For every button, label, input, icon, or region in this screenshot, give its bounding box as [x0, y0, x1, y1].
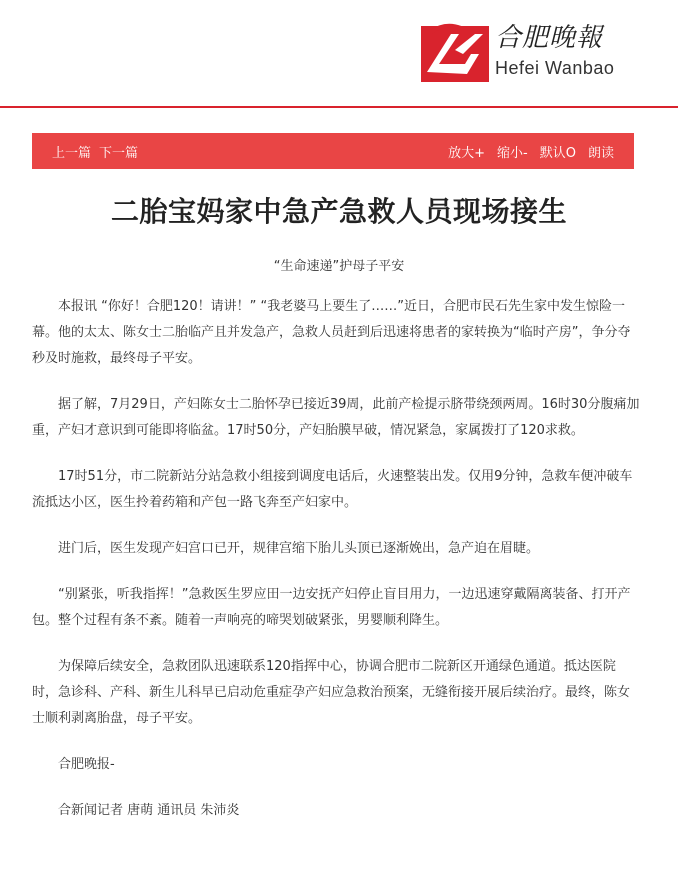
article-title: 二胎宝妈家中急产急救人员现场接生 [110, 195, 567, 228]
article-paragraph: 进门后，医生发现产妇宫口已开，规律宫缩下胎儿头顶已逐渐娩出，急产迫在眉睫。 [58, 541, 540, 556]
article-paragraph: 本报讯 “你好！合肥120！请讲！” “我老婆马上要生了……”近日，合肥市民石先生家中发生惊险一幕。他的太太、陈女士二胎临产且并发急产，急救人员赶到后迅速将患者的家转换为“临时产房”，争分夺秒及时施救，最终母子平安。 [32, 299, 631, 366]
article-subtitle: “生命速递”护母子平安 [273, 259, 405, 274]
header-divider [0, 106, 678, 108]
zoom-out-button[interactable]: 缩小- [497, 145, 528, 161]
article-paragraph: 17时51分，市二院新站分站急救小组接到调度电话后，火速整装出发。仅用9分钟，急救车便冲破车流抵达小区，医生拎着药箱和产包一路飞奔至产妇家中。 [32, 469, 633, 510]
article-paragraph: 为保障后续安全，急救团队迅速联系120指挥中心，协调合肥市二院新区开通绿色通道。抵达医院时，急诊科、产科、新生儿科早已启动危重症孕产妇应急救治预案，无缝衔接开展后续治疗。最终，陈女士顺利剥离胎盘，母子平安。 [32, 659, 631, 726]
read-aloud-button[interactable]: 朗读 [587, 145, 614, 161]
zoom-in-button[interactable]: 放大+ [448, 145, 486, 161]
logo-text [495, 25, 614, 77]
article-toolbar [32, 133, 634, 169]
article-paragraph: “别紧张，听我指挥！”急救医生罗应田一边安抚产妇停止盲目用力，一边迅速穿戴隔离装备、打开产包。整个过程有条不紊。随着一声响亮的啼哭划破紧张，男婴顺利降生。 [32, 587, 631, 628]
logo-chinese-name: 合肥晚報 [495, 23, 604, 53]
prev-article-link[interactable]: 上一篇 [52, 145, 92, 161]
site-header [0, 0, 678, 108]
article-body [32, 294, 640, 844]
logo-mark-icon [421, 20, 489, 82]
site-logo[interactable] [421, 20, 614, 82]
logo-english-name: Hefei Wanbao [495, 58, 615, 78]
next-article-link[interactable]: 下一篇 [99, 145, 139, 161]
toolbar-nav [52, 142, 146, 161]
article-byline: 合新闻记者 唐萌 通讯员 朱沛炎 [58, 803, 240, 818]
toolbar-controls [436, 142, 614, 161]
default-size-button[interactable]: 默认O [539, 145, 576, 161]
article-paragraph: 据了解，7月29日，产妇陈女士二胎怀孕已接近39周，此前产检提示脐带绕颈两周。16时30分腹痛加重，产妇才意识到可能即将临盆。17时50分，产妇胎膜早破，情况紧急，家属拨打了120求救。 [32, 397, 640, 438]
article-source: 合肥晚报- [58, 757, 115, 772]
